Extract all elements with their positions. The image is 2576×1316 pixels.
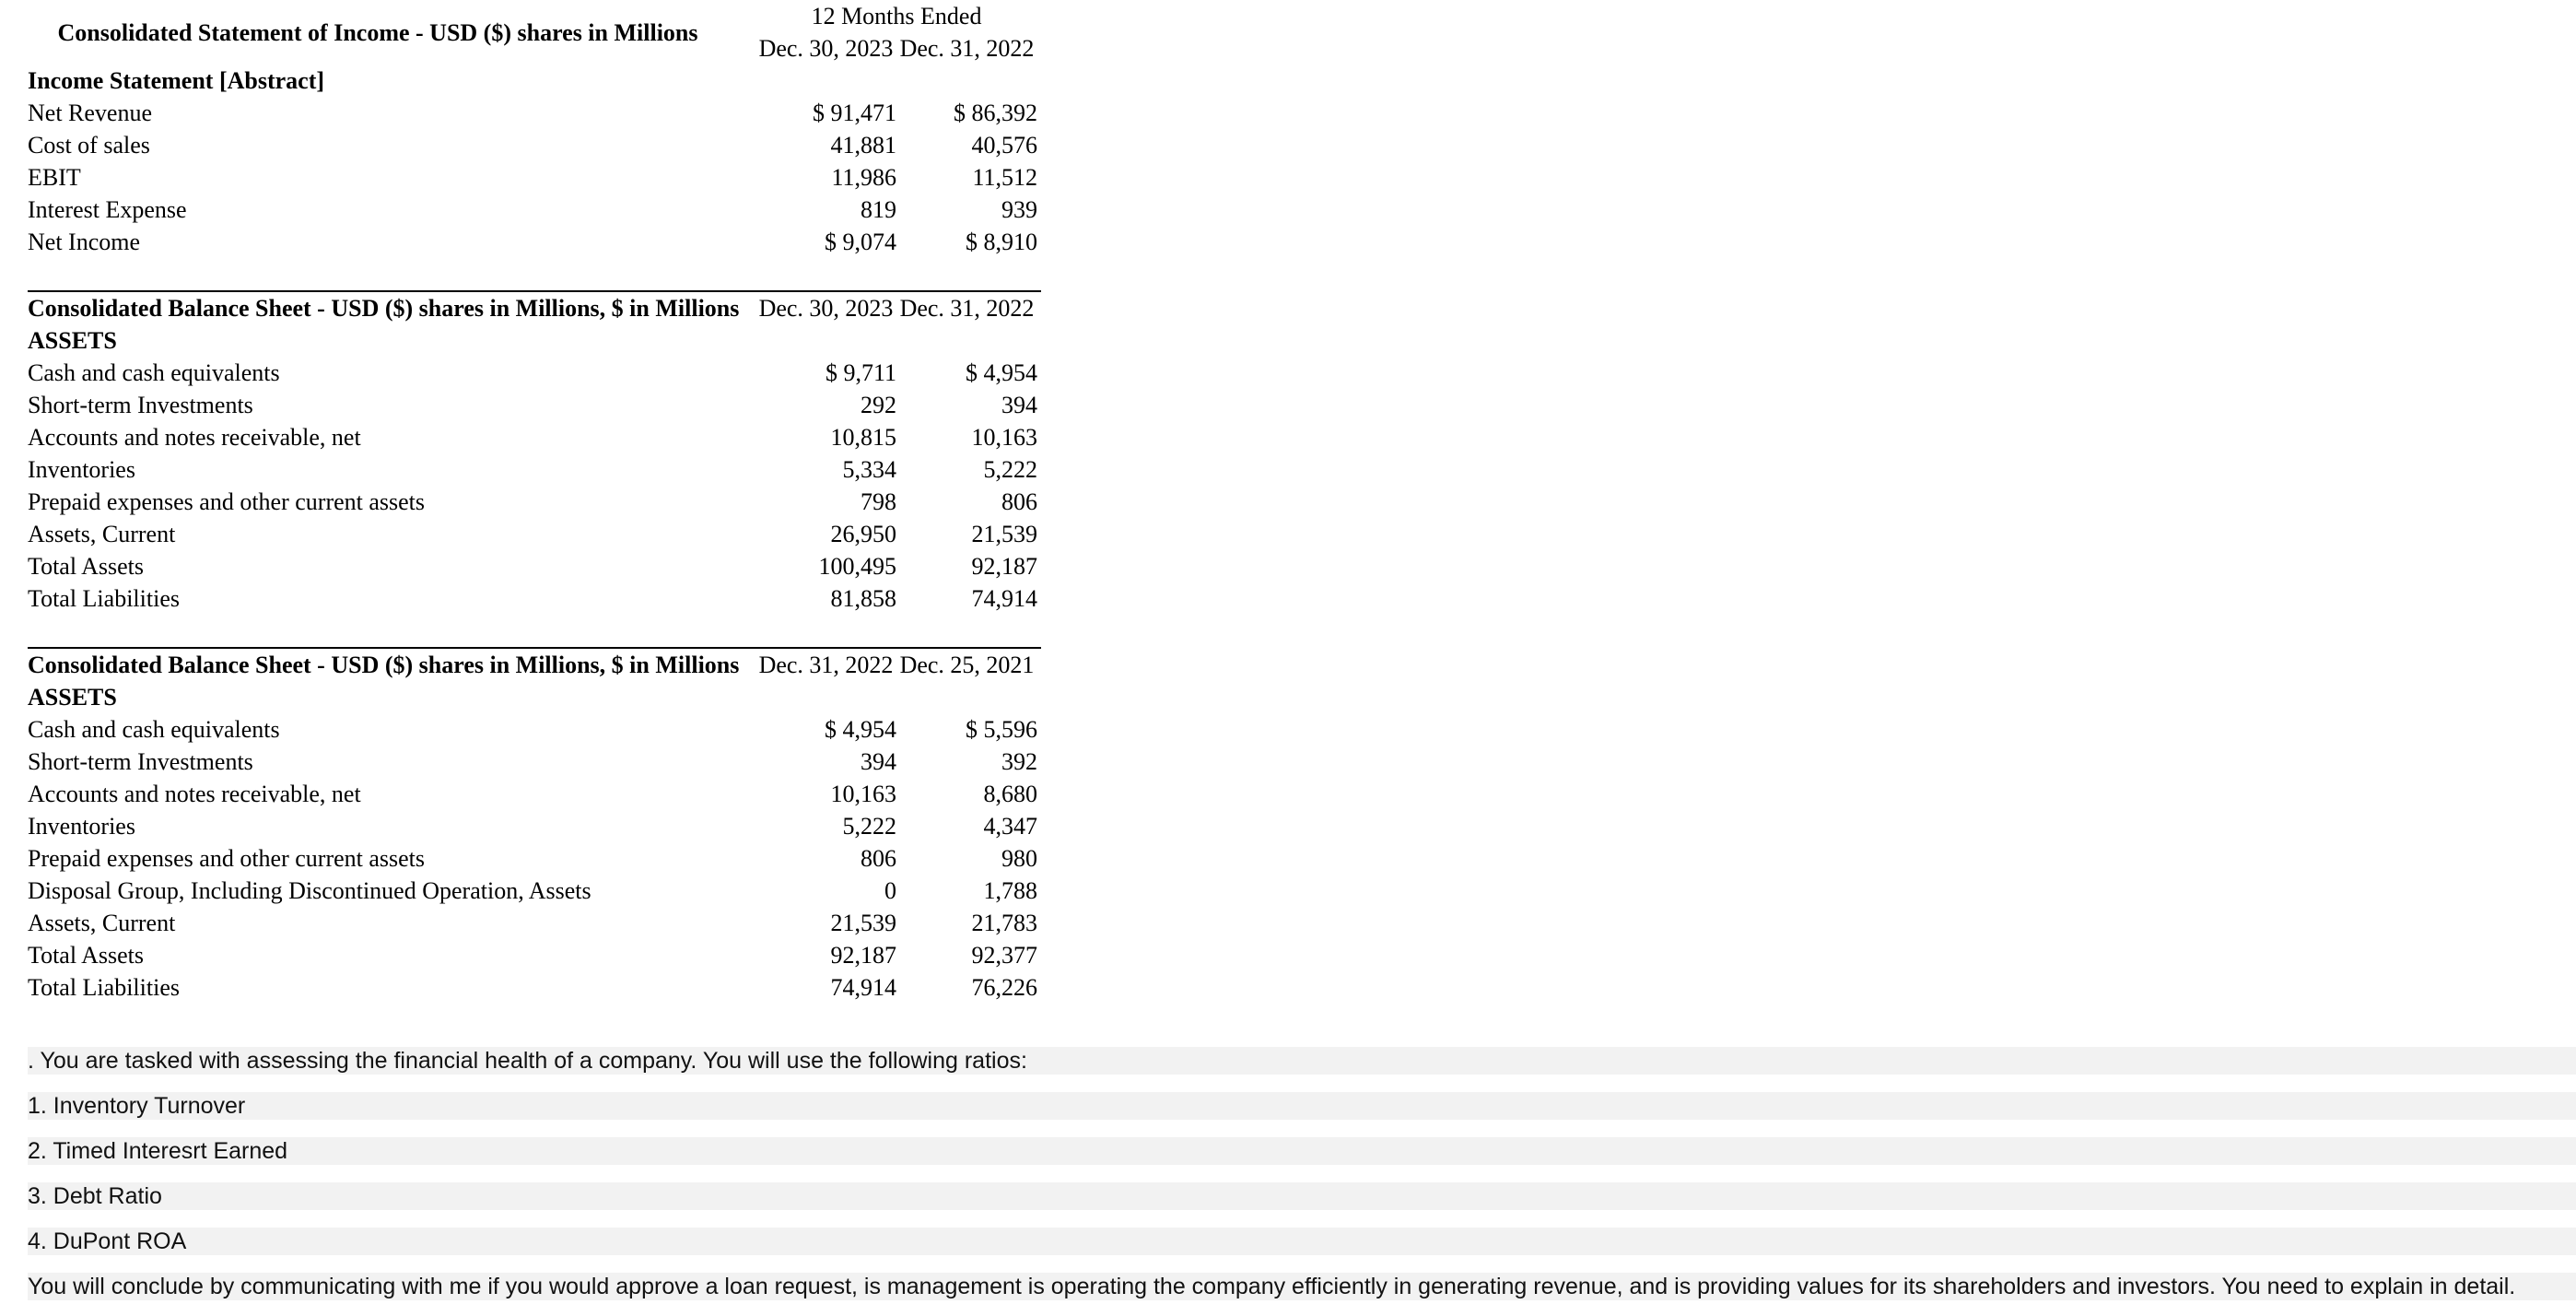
section-row (28, 65, 1037, 97)
table-row (28, 875, 1037, 907)
row-label: Prepaid expenses and other current assets (28, 845, 426, 872)
row-label: Accounts and notes receivable, net (28, 424, 361, 451)
cell-value: 394 (1001, 392, 1037, 418)
row-label: Cash and cash equivalents (28, 359, 280, 386)
table-row (28, 421, 1037, 453)
row-label: Total Liabilities (28, 585, 180, 612)
cell-value: 100,495 (818, 553, 896, 580)
cell-value: 11,986 (831, 164, 896, 191)
ratio-item: 1. Inventory Turnover (28, 1092, 2576, 1120)
cell-value: 5,222 (842, 813, 896, 840)
column-header: Dec. 31, 2022 (899, 35, 1035, 62)
table-row (28, 746, 1037, 778)
income-statement (28, 0, 1041, 258)
cell-value: 40,576 (971, 132, 1038, 159)
cell-value: 4,347 (983, 813, 1037, 840)
row-label: Inventories (28, 813, 135, 840)
section-row (28, 681, 1037, 713)
income-statement-title: Consolidated Statement of Income - USD ($) shares in Millions (57, 18, 698, 46)
cell-value: 292 (861, 392, 896, 418)
cell-value: 0 (884, 877, 896, 904)
balance-sheet-title: Consolidated Balance Sheet - USD ($) shares in Millions, $ in Millions (28, 295, 740, 322)
cell-value: 41,881 (830, 132, 896, 159)
cell-value: $ 9,711 (825, 359, 896, 386)
table-row (28, 907, 1037, 939)
cell-value: 81,858 (830, 585, 896, 612)
row-label: Short-term Investments (28, 392, 253, 418)
cell-value: 819 (861, 196, 896, 223)
cell-value: $ 86,392 (954, 100, 1038, 126)
column-header: Dec. 25, 2021 (899, 652, 1035, 678)
table-row (28, 453, 1037, 486)
table-row (28, 939, 1037, 971)
ratio-item: 2. Timed Interesrt Earned (28, 1137, 2576, 1165)
cell-value: $ 4,954 (966, 359, 1037, 386)
table-row (28, 129, 1037, 161)
cell-value: 1,788 (983, 877, 1037, 904)
cell-value: $ 5,596 (966, 716, 1037, 743)
table-row (28, 582, 1037, 615)
cell-value: 26,950 (830, 521, 896, 547)
cell-value: 980 (1001, 845, 1037, 872)
cell-value: 5,222 (983, 456, 1037, 483)
cell-value: 74,914 (971, 585, 1037, 612)
cell-value: 394 (861, 748, 896, 775)
row-label: Disposal Group, Including Discontinued Operation, Assets (28, 877, 591, 904)
cell-value: 10,163 (971, 424, 1037, 451)
cell-value: 8,680 (983, 781, 1037, 807)
table-row (28, 194, 1037, 226)
balance-sheet-2023 (28, 290, 1041, 615)
row-label: Assets, Current (28, 910, 176, 936)
cell-value: 21,539 (830, 910, 896, 936)
table-row (28, 226, 1037, 258)
column-header: Dec. 30, 2023 (758, 295, 894, 322)
column-header: Dec. 31, 2022 (899, 295, 1035, 322)
table-row (28, 550, 1037, 582)
row-label: Inventories (28, 456, 135, 483)
prompt-conclusion: You will conclude by communicating with me if you would approve a loan request, is management is operating the company efficiently in generating revenue, and is providing values for its shareholders and investors. You need to explain in detail. (28, 1273, 2576, 1300)
row-label: Prepaid expenses and other current assets (28, 488, 426, 515)
cell-value: 806 (861, 845, 896, 872)
table-row (28, 357, 1037, 389)
prompt-intro: . You are tasked with assessing the financial health of a company. You will use the following ratios: (28, 1047, 2576, 1075)
row-label: Short-term Investments (28, 748, 253, 775)
column-header: Dec. 31, 2022 (758, 652, 894, 678)
balance-header-row (28, 292, 1037, 324)
cell-value: 76,226 (971, 974, 1037, 1001)
section-heading: Income Statement [Abstract] (28, 67, 325, 94)
ratio-item: 3. Debt Ratio (28, 1182, 2576, 1210)
balance-header-row (28, 649, 1037, 681)
income-statement-table (28, 0, 1037, 258)
cell-value: 92,187 (971, 553, 1037, 580)
balance-sheet-2022 (28, 647, 1041, 1004)
section-row (28, 324, 1037, 357)
table-gap (28, 258, 1041, 290)
column-header: Dec. 30, 2023 (758, 35, 894, 62)
table-row (28, 389, 1037, 421)
cell-value: 74,914 (830, 974, 896, 1001)
table-row (28, 778, 1037, 810)
cell-value: 939 (1001, 196, 1038, 223)
cell-value: 10,163 (830, 781, 896, 807)
cell-value: 92,377 (971, 942, 1037, 969)
row-label: Accounts and notes receivable, net (28, 781, 361, 807)
row-label: Total Liabilities (28, 974, 180, 1001)
table-row (28, 518, 1037, 550)
table-row (28, 810, 1037, 842)
cell-value: 798 (861, 488, 896, 515)
balance-sheet-2023-table (28, 292, 1037, 615)
table-row (28, 161, 1037, 194)
cell-value: 21,783 (971, 910, 1037, 936)
row-label: EBIT (28, 164, 81, 191)
table-row (28, 971, 1037, 1004)
section-heading: ASSETS (28, 684, 117, 711)
row-label: Assets, Current (28, 521, 176, 547)
table-row (28, 842, 1037, 875)
cell-value: 392 (1001, 748, 1037, 775)
balance-sheet-2022-table (28, 649, 1037, 1004)
row-label: Total Assets (28, 553, 145, 580)
cell-value: 5,334 (842, 456, 896, 483)
ratio-item: 4. DuPont ROA (28, 1228, 2576, 1255)
balance-sheet-title: Consolidated Balance Sheet - USD ($) shares in Millions, $ in Millions (28, 652, 740, 678)
income-header-row-1 (28, 0, 1037, 32)
prompt-text (28, 1047, 2576, 1300)
cell-value: $ 8,910 (966, 229, 1038, 255)
row-label: Interest Expense (28, 196, 187, 223)
section-heading: ASSETS (28, 327, 117, 354)
cell-value: $ 9,074 (825, 229, 896, 255)
row-label: Net Revenue (28, 100, 153, 126)
row-label: Net Income (28, 229, 141, 255)
cell-value: 11,512 (972, 164, 1038, 191)
period-header: 12 Months Ended (811, 3, 982, 29)
cell-value: $ 91,471 (813, 100, 896, 126)
cell-value: $ 4,954 (825, 716, 896, 743)
table-row (28, 97, 1037, 129)
cell-value: 92,187 (830, 942, 896, 969)
table-row (28, 486, 1037, 518)
cell-value: 806 (1001, 488, 1037, 515)
row-label: Cash and cash equivalents (28, 716, 280, 743)
table-row (28, 713, 1037, 746)
row-label: Total Assets (28, 942, 145, 969)
cell-value: 10,815 (830, 424, 896, 451)
table-gap (28, 615, 1041, 647)
cell-value: 21,539 (971, 521, 1037, 547)
financial-statements (28, 0, 1041, 1004)
row-label: Cost of sales (28, 132, 150, 159)
